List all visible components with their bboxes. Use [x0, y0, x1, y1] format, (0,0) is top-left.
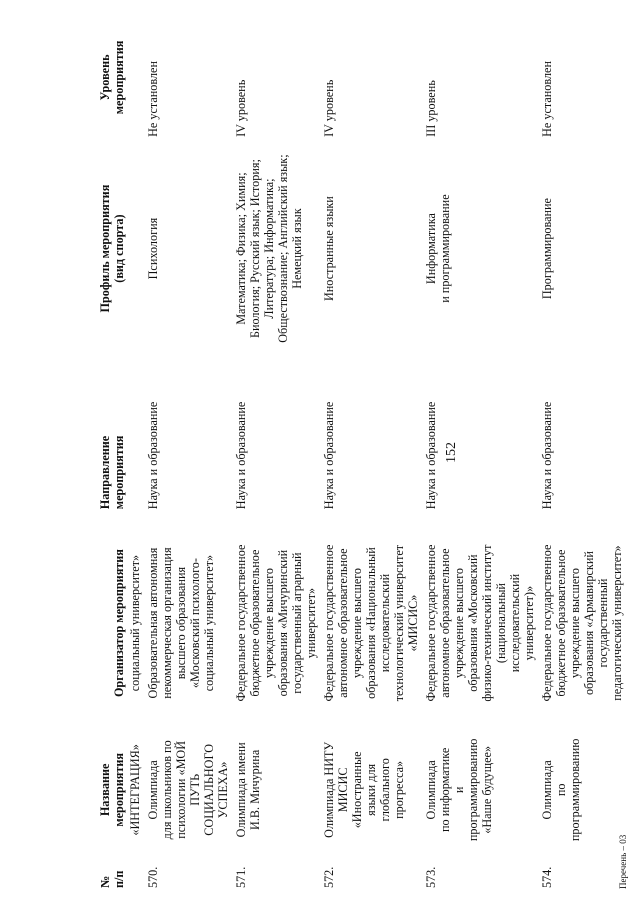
- table-row: [128, 15, 144, 891]
- cell-direction: Наука и образование: [322, 401, 336, 510]
- header-num: № п/п: [98, 870, 126, 888]
- cell-direction: Наука и образование: [146, 401, 160, 510]
- cell-profile: Математика; Физика; Химия; Биология; Русский язык; История; Литература; Информатика; Обществознание; Английский язык; Немецкий язык: [234, 154, 304, 343]
- table-row: [232, 15, 320, 891]
- header-direction: Направление мероприятия: [98, 435, 126, 510]
- table-header: [26, 15, 128, 891]
- cell-profile: Программирование: [540, 198, 554, 300]
- cell-organizer: Федеральное государственное бюджетное образовательное учреждение высшего образования «Мичуринский государственный аграрный университет»: [234, 544, 318, 702]
- cell-direction: [128, 357, 144, 512]
- cell-direction: Наука и образование: [424, 401, 438, 510]
- cell-profile: Психология: [146, 217, 160, 280]
- events-table: [26, 15, 626, 891]
- cell-num: 570.: [146, 866, 160, 888]
- cell-profile: Информатика и программирование: [424, 194, 452, 303]
- table-row: [538, 15, 626, 891]
- cell-level: IV уровень: [322, 79, 336, 137]
- cell-num: 573.: [424, 866, 438, 888]
- cell-name: Олимпиада для школьников по психологии «МОЙ ПУТЬ СОЦИАЛЬНОГО УСПЕХА»: [146, 740, 230, 840]
- cell-organizer: Образовательная автономная некоммерческая организация высшего образования «Московский психолого- социальный университет»: [146, 547, 216, 699]
- cell-direction: Наука и образование: [234, 401, 248, 510]
- cell-organizer: Федеральное государственное бюджетное образовательное учреждение высшего образования «Армавирский государственный педагогический университет»: [540, 544, 624, 702]
- header-level: Уровень мероприятия: [98, 40, 126, 115]
- header-name: Название мероприятия: [98, 753, 126, 827]
- cell-num: 574.: [540, 866, 554, 888]
- cell-organizer: социальный университет»: [128, 554, 142, 692]
- cell-num: 571.: [234, 866, 248, 888]
- cell-name: «ИНТЕГРАЦИЯ»: [128, 744, 142, 836]
- cell-direction: Наука и образование: [540, 401, 554, 510]
- header-organizer: Организатор мероприятия: [112, 549, 126, 698]
- cell-organizer: Федеральное государственное автономное образовательное учреждение высшего образования «Московский физико-технический институт (национальный исследовательский университет)»: [424, 544, 536, 702]
- cell-profile: Иностранные языки: [322, 196, 336, 302]
- cell-name: Олимпиада имени И.В. Мичурина: [234, 742, 262, 838]
- header-profile: Профиль мероприятия (вид спорта): [98, 184, 126, 313]
- cell-level: Не установлен: [540, 61, 554, 137]
- page-number: 152: [444, 442, 459, 463]
- cell-level: Не установлен: [146, 61, 160, 137]
- cell-level: IV уровень: [234, 79, 248, 137]
- table-row: [144, 15, 232, 891]
- cell-name: Олимпиада НИТУ МИСИС «Иностранные языки для глобального прогресса»: [322, 741, 406, 838]
- cell-organizer: Федеральное государственное автономное образовательное учреждение высшего образования «Национальный исследовательский технологический университет «МИСИС»: [322, 544, 420, 702]
- table-row: [320, 15, 422, 891]
- cell-name: Олимпиада по информатике и программированию «Наше будущее»: [424, 738, 494, 842]
- table-row: [422, 15, 538, 891]
- header-row: [26, 15, 128, 891]
- table-body: [128, 15, 626, 891]
- cell-num: 572.: [322, 866, 336, 888]
- cell-profile: [128, 140, 144, 357]
- cell-level: [128, 15, 144, 140]
- footer-note: Перечень – 03: [618, 834, 628, 889]
- cell-name: Олимпиада по программированию: [540, 738, 582, 842]
- cell-level: III уровень: [424, 80, 438, 137]
- cell-num: [128, 846, 144, 891]
